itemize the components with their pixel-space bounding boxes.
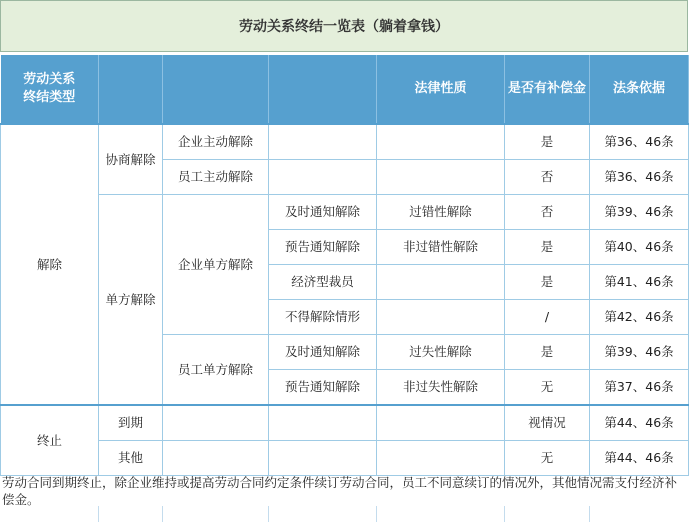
cell-yuangong-zhudong: 员工主动解除: [163, 160, 269, 195]
header-basis: 法条依据: [590, 55, 689, 124]
cell-method: 及时通知解除: [269, 335, 377, 370]
cell-compensation: 无: [505, 370, 590, 406]
grid-line: [504, 506, 505, 522]
cell-method: 及时通知解除: [269, 195, 377, 230]
cell-basis: 第36、46条: [590, 124, 689, 160]
grid-line: [162, 506, 163, 522]
cell-basis: 第39、46条: [590, 195, 689, 230]
grid-line: [98, 506, 99, 522]
cell-compensation: 是: [505, 335, 590, 370]
cell-method: 预告通知解除: [269, 370, 377, 406]
header-row: [1, 55, 689, 124]
header-nature: 法律性质: [377, 55, 505, 124]
footnote: 劳动合同到期终止，除企业维持或提高劳动合同约定条件续订劳动合同，员工不同意续订的情况外，其他情况需支付经济补偿金。: [2, 475, 678, 507]
cell-basis: 第36、46条: [590, 160, 689, 195]
cell-method: [269, 124, 377, 160]
cell-method: 经济型裁员: [269, 265, 377, 300]
cell-basis: 第37、46条: [590, 370, 689, 406]
table-row: [1, 124, 689, 160]
cell-compensation: 视情况: [505, 405, 590, 441]
header-col3: [163, 55, 269, 124]
cell-basis: 第40、46条: [590, 230, 689, 265]
cell-compensation: /: [505, 300, 590, 335]
cell-compensation: 否: [505, 195, 590, 230]
cell-qita: 其他: [99, 441, 163, 476]
cell-compensation: 是: [505, 124, 590, 160]
cell-compensation: 是: [505, 265, 590, 300]
cell-method: 不得解除情形: [269, 300, 377, 335]
cell-qiye-zhudong: 企业主动解除: [163, 124, 269, 160]
cell-nature: [377, 124, 505, 160]
cell-nature: [377, 160, 505, 195]
cell-empty: [163, 441, 269, 476]
termination-table: [0, 55, 689, 476]
cell-basis: 第42、46条: [590, 300, 689, 335]
grid-line: [376, 506, 377, 522]
table-row: [1, 195, 689, 230]
cell-nature: [377, 265, 505, 300]
cell-empty: [163, 405, 269, 441]
cell-xieshang: 协商解除: [99, 124, 163, 195]
header-compensation: 是否有补偿金: [505, 55, 590, 124]
table-title: 劳动关系终结一览表（躺着拿钱）: [0, 0, 688, 52]
cell-nature: [377, 441, 505, 476]
cell-nature: 非过错性解除: [377, 230, 505, 265]
header-type: 劳动关系终结类型: [1, 55, 99, 124]
cell-nature: [377, 300, 505, 335]
grid-line: [268, 506, 269, 522]
cell-compensation: 无: [505, 441, 590, 476]
cell-basis: 第44、46条: [590, 441, 689, 476]
header-col2: [99, 55, 163, 124]
cell-daoqi: 到期: [99, 405, 163, 441]
cell-nature: 非过失性解除: [377, 370, 505, 406]
cell-basis: 第41、46条: [590, 265, 689, 300]
cell-basis: 第44、46条: [590, 405, 689, 441]
table-row: [1, 405, 689, 441]
cell-method: [269, 441, 377, 476]
table-row: [1, 441, 689, 476]
cell-zhongzhi: 终止: [1, 405, 99, 476]
cell-method: 预告通知解除: [269, 230, 377, 265]
cell-qiye-danfang: 企业单方解除: [163, 195, 269, 335]
cell-compensation: 是: [505, 230, 590, 265]
cell-nature: 过失性解除: [377, 335, 505, 370]
cell-method: [269, 405, 377, 441]
cell-danfang: 单方解除: [99, 195, 163, 406]
cell-compensation: 否: [505, 160, 590, 195]
header-col4: [269, 55, 377, 124]
cell-yuangong-danfang: 员工单方解除: [163, 335, 269, 406]
grid-line: [589, 506, 590, 522]
cell-nature: [377, 405, 505, 441]
cell-method: [269, 160, 377, 195]
cell-basis: 第39、46条: [590, 335, 689, 370]
cell-nature: 过错性解除: [377, 195, 505, 230]
cell-jiechu: 解除: [1, 124, 99, 405]
